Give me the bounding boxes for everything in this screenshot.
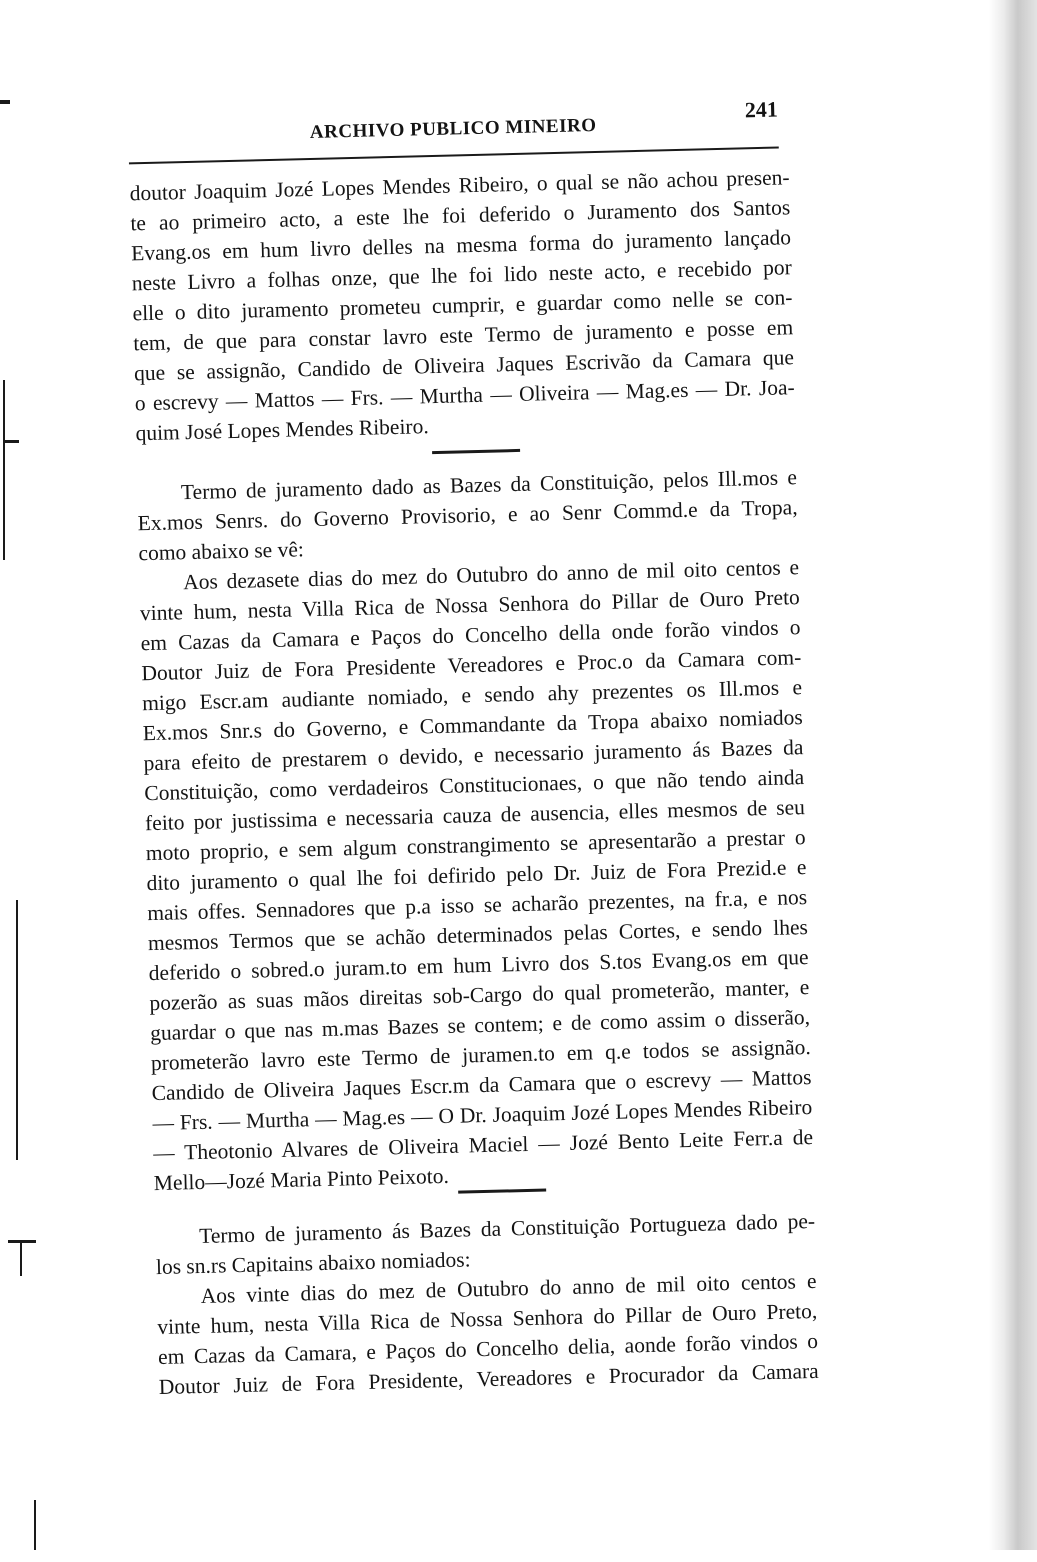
text-line: guardar o que nas m.mas Bazes se contem; e de como assim o disserão, xyxy=(149,1005,811,1046)
text-line: Ex.mos Snr.s do Governo, e Commandante da Tropa abaixo nomiados xyxy=(142,705,803,746)
text-line: te ao primeiro acto, a este lhe foi deferido o Juramento dos Santos xyxy=(130,195,791,236)
text-line: Candido de Oliveira Jaques Escr.m da Camara que o escrevy — Mattos xyxy=(151,1064,812,1106)
header-rule xyxy=(129,147,779,165)
text-line: neste Livro a folhas onze, que lhe foi lido neste acto, e recebido por xyxy=(131,255,792,296)
page-number: 241 xyxy=(744,96,779,123)
text-line: — Frs. — Murtha — Mag.es — O Dr. Joaquim Jozé Lopes Mendes Ribeiro xyxy=(152,1094,813,1136)
text-line: deferido o sobred.o juram.to em hum Livro dos S.tos Evang.os em que xyxy=(148,945,809,986)
text-line: — Theotonio Alvares de Oliveira Maciel — Jozé Bento Leite Ferr.a de xyxy=(152,1124,814,1166)
text-line: elle o dito juramento prometeu cumprir, e guardar como nelle se con- xyxy=(132,285,793,326)
text-line: Aos vinte dias do mez de Outubro do anno de mil oito centos e xyxy=(200,1268,817,1308)
text-line: para efeito de prestarem o devido, e necessario juramento ás Bazes da xyxy=(143,735,804,776)
text-line: Doutor Juiz de Fora Presidente, Vereadores e Procurador da Camara xyxy=(158,1358,819,1400)
text-line: moto proprio, e sem algum constrangimento se apresentarão a prestar o xyxy=(145,825,806,866)
text-line: dito juramento o qual lhe foi defirido pelo Dr. Juiz de Fora Prezid.e e xyxy=(146,855,807,896)
text-line: Constituição, como verdadeiros Constitucionaes, o que não tendo ainda xyxy=(144,765,805,806)
text-line: tem, de que para constar lavro este Termo de juramento e posse em xyxy=(133,315,794,356)
text-line: Evang.os em hum livro delles na mesma forma do juramento lançado xyxy=(130,225,792,266)
text-line: em Cazas da Camara e Paços do Concelho della onde forão vindos o xyxy=(140,615,801,656)
text-line: Mello—Jozé Maria Pinto Peixoto. xyxy=(153,1163,450,1196)
section-heading-line: como abaixo se vê: xyxy=(138,537,305,566)
paragraph-oath-ribeiro xyxy=(129,162,795,448)
running-title: ARCHIVO PUBLICO MINEIRO xyxy=(309,114,597,143)
text-line: que se assignão, Candido de Oliveira Jaques Escrivão da Camara que xyxy=(133,345,795,386)
section-heading-line: Termo de juramento ás Bazes da Constituição Portugueza dado pe- xyxy=(198,1208,816,1248)
text-line: em Cazas da Camara, e Paços do Concelho delia, aonde forão vindos o xyxy=(157,1328,819,1370)
text-line: quim José Lopes Mendes Ribeiro. xyxy=(135,414,429,446)
text-line: mais offes. Sennadores que p.a isso se acharão prezentes, na fr.a, e nos xyxy=(146,885,808,926)
text-line: prometerão lavro este Termo de juramen.to em q.e todos se assignão. xyxy=(150,1035,812,1076)
text-line: vinte hum, nesta Villa Rica de Nossa Senhora do Pillar de Ouro Preto, xyxy=(157,1298,818,1340)
text-line: o escrevy — Mattos — Frs. — Murtha — Oliveira — Mag.es — Dr. Joa- xyxy=(134,375,795,416)
text-line: pozerão as suas mãos direitas sob-Cargo do qual prometerão, manter, e xyxy=(149,975,810,1016)
section-heading-line: Termo de juramento dado as Bazes da Constituição, pelos Ill.mos e xyxy=(180,465,798,505)
text-line: migo Escr.am audiante nomiado, e sendo ahy prezentes os Ill.mos e xyxy=(141,675,803,716)
text-line: vinte hum, nesta Villa Rica de Nossa Senhora do Pillar de Ouro Preto xyxy=(139,585,801,626)
paragraph-oath-governo xyxy=(137,462,814,1198)
text-line: mesmos Termos que se achão determinados pelas Cortes, e sendo lhes xyxy=(147,915,809,956)
section-heading-line: los sn.rs Capitains abaixo nomiados: xyxy=(155,1247,471,1280)
page-header xyxy=(128,97,779,165)
section-separator xyxy=(432,449,520,454)
paragraph-oath-capitains xyxy=(155,1206,819,1402)
text-line: doutor Joaquim Jozé Lopes Mendes Ribeiro, o qual se não achou presen- xyxy=(129,165,790,206)
section-heading-line: Ex.mos Senrs. do Governo Provisorio, e ao Senr Commd.e da Tropa, xyxy=(137,495,798,536)
text-line: feito por justissima e necessaria cauza de ausencia, elles mesmos de seu xyxy=(144,795,806,836)
text-line: Doutor Juiz de Fora Presidente Vereadores e Proc.o da Camara com- xyxy=(141,645,802,686)
text-line: Aos dezasete dias do mez do Outubro do anno de mil oito centos e xyxy=(182,555,800,595)
